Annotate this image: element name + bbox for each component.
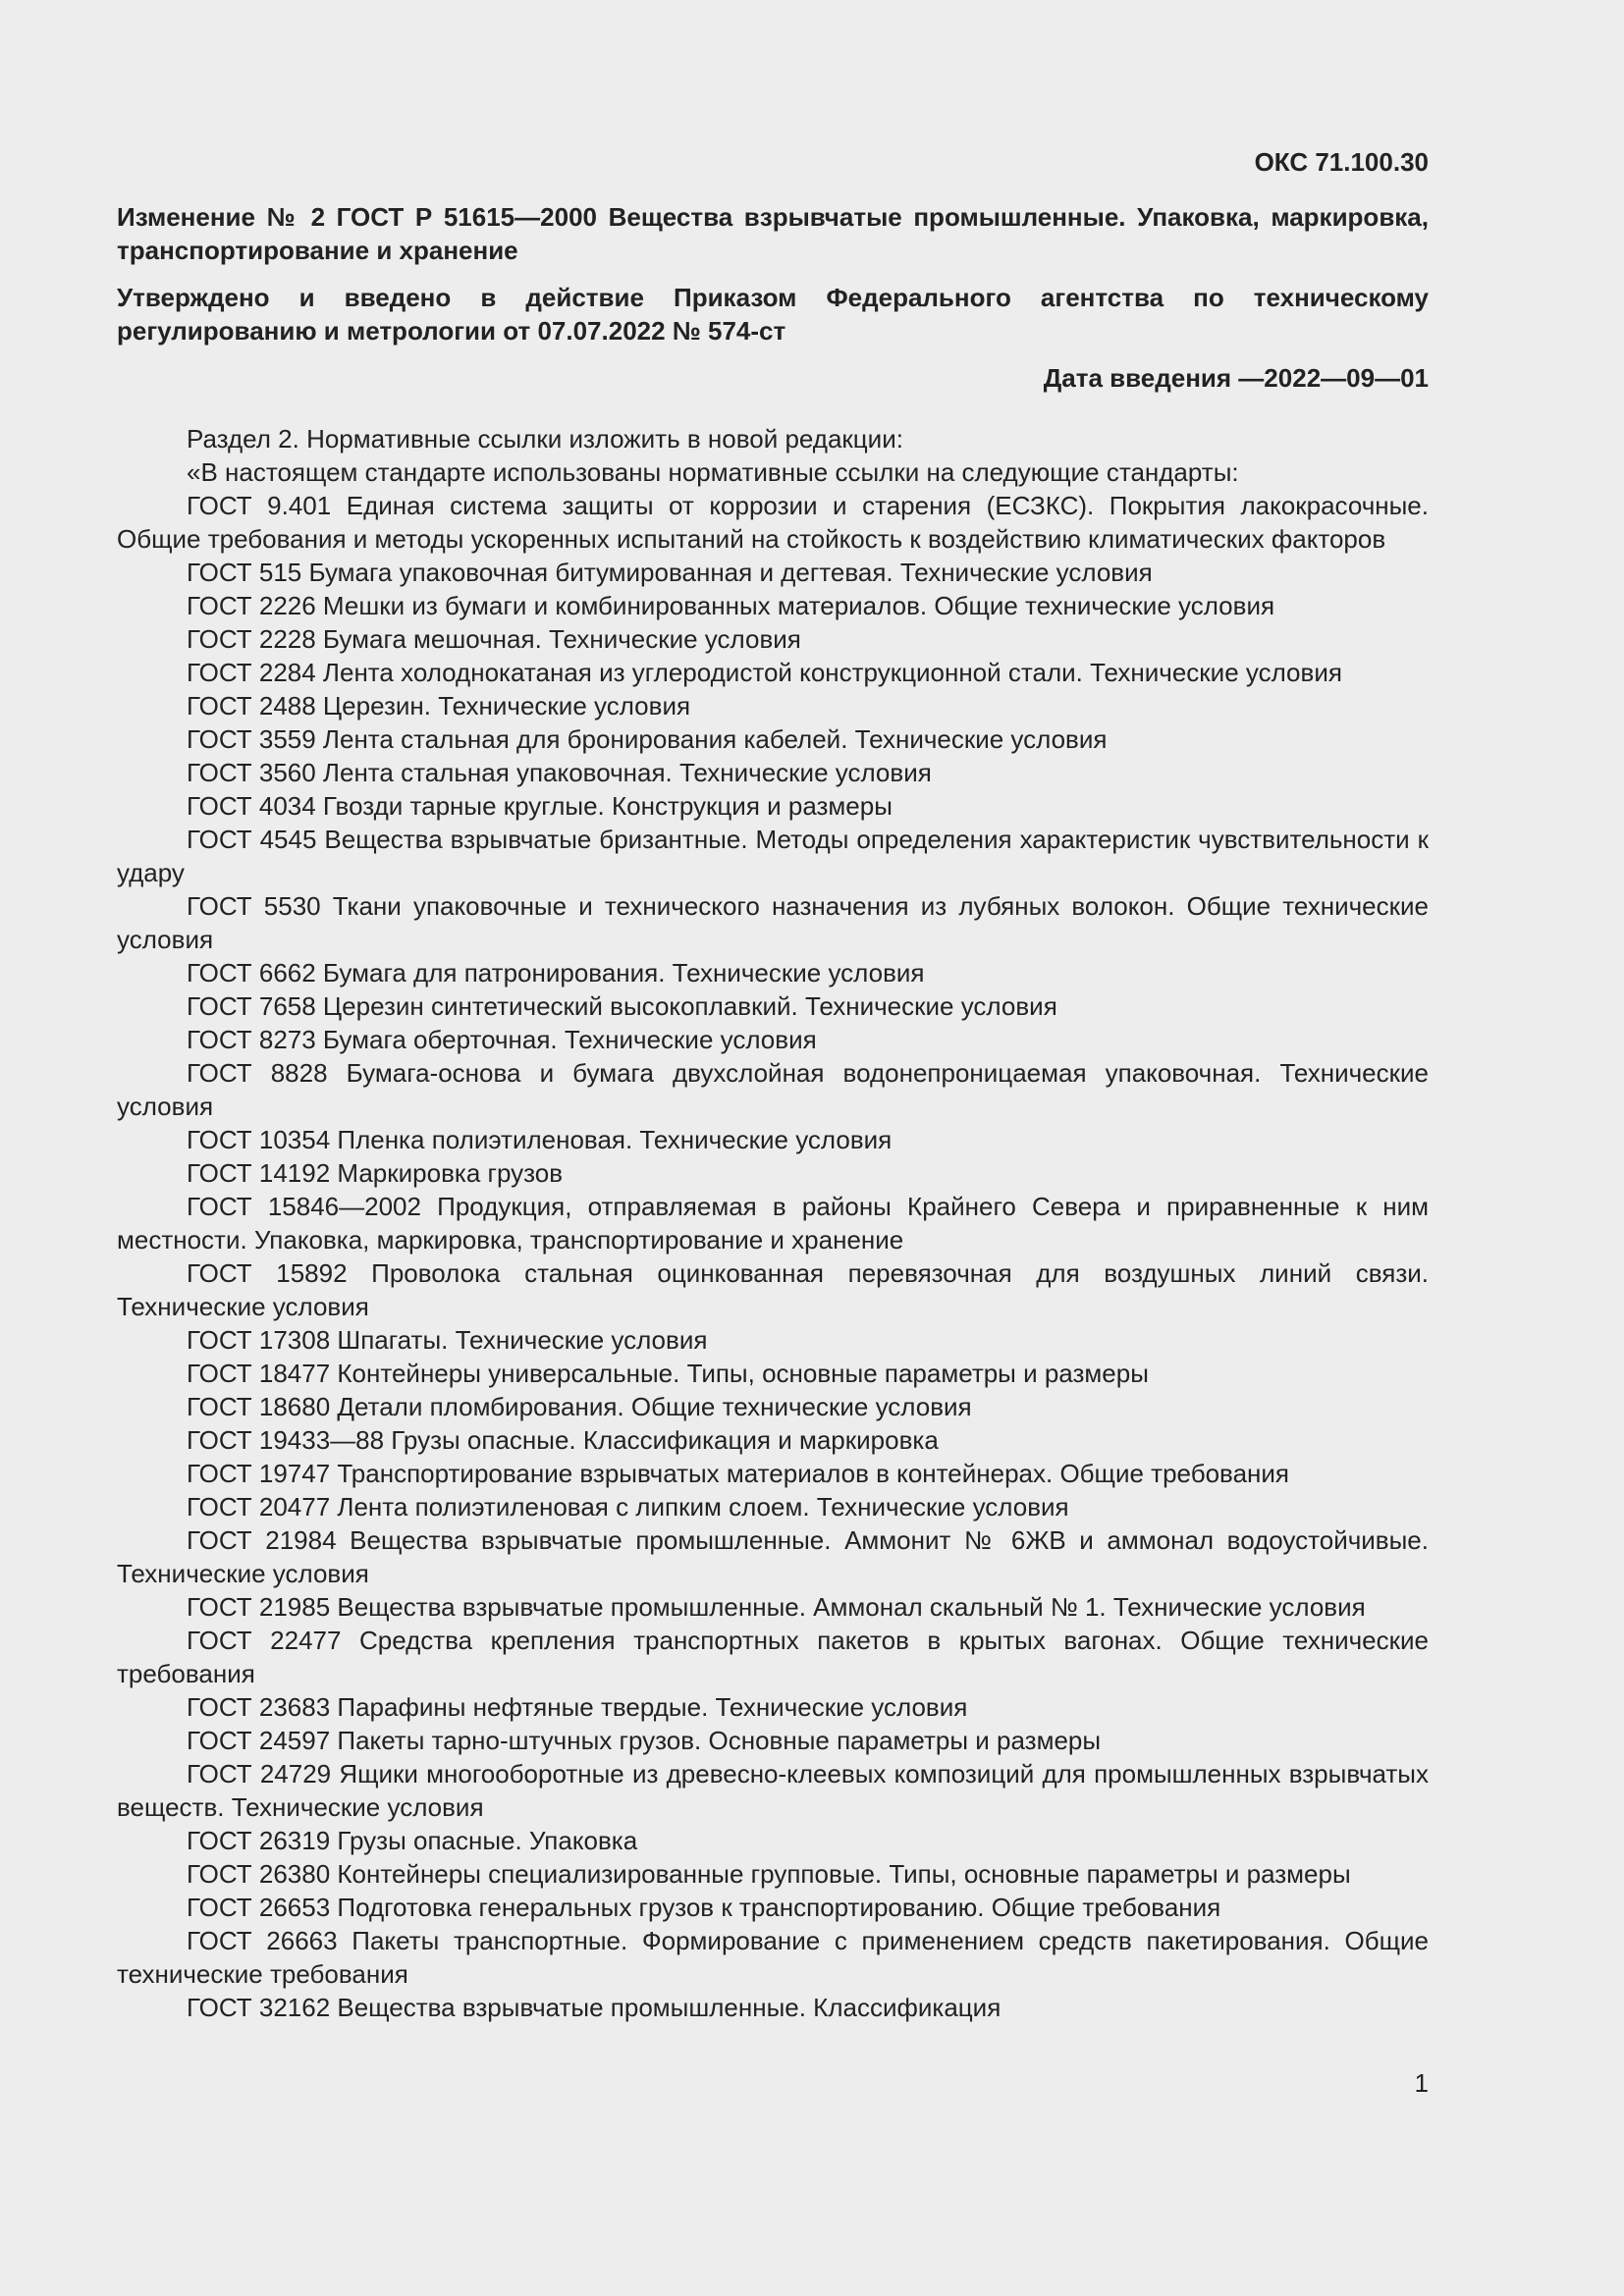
reference-item: ГОСТ 2488 Церезин. Технические условия: [187, 691, 691, 721]
paragraph: Раздел 2. Нормативные ссылки изложить в новой редакции:: [187, 424, 903, 454]
amendment-title: Изменение № 2 ГОСТ Р 51615—2000 Вещества взрывчатые промышленные. Упаковка, маркировка, транспортирование и хранение: [117, 202, 1429, 265]
reference-item: ГОСТ 22477 Средства крепления транспортных пакетов в крытых вагонах. Общие технические требования: [117, 1626, 1429, 1688]
effective-date: Дата введения —2022—09—01: [1043, 363, 1429, 393]
reference-item: ГОСТ 8273 Бумага оберточная. Технические условия: [187, 1025, 817, 1054]
reference-item: ГОСТ 5530 Ткани упаковочные и технического назначения из лубяных волокон. Общие технические условия: [117, 891, 1429, 954]
reference-item: ГОСТ 23683 Парафины нефтяные твердые. Технические условия: [187, 1692, 968, 1722]
paragraph: «В настоящем стандарте использованы нормативные ссылки на следующие стандарты:: [187, 457, 1239, 487]
reference-item: ГОСТ 20477 Лента полиэтиленовая с липким слоем. Технические условия: [187, 1492, 1069, 1522]
reference-item: ГОСТ 18680 Детали пломбирования. Общие технические условия: [187, 1392, 972, 1421]
reference-item: ГОСТ 19747 Транспортирование взрывчатых материалов в контейнерах. Общие требования: [187, 1459, 1289, 1488]
reference-item: ГОСТ 2226 Мешки из бумаги и комбинированных материалов. Общие технические условия: [187, 591, 1275, 620]
reference-item: ГОСТ 8828 Бумага-основа и бумага двухслойная водонепроницаемая упаковочная. Технические условия: [117, 1058, 1429, 1121]
reference-item: ГОСТ 24597 Пакеты тарно-штучных грузов. Основные параметры и размеры: [187, 1726, 1102, 1755]
reference-item: ГОСТ 9.401 Единая система защиты от коррозии и старения (ЕСЗКС). Покрытия лакокрасочные. Общие требования и методы ускоренных испытаний на стойкость к воздействию климатических факторов: [117, 491, 1429, 554]
reference-item: ГОСТ 2284 Лента холоднокатаная из углеродистой конструкционной стали. Технические условия: [187, 658, 1342, 687]
reference-item: ГОСТ 515 Бумага упаковочная битумированная и дегтевая. Технические условия: [187, 558, 1153, 587]
reference-item: ГОСТ 21985 Вещества взрывчатые промышленные. Аммонал скальный № 1. Технические условия: [187, 1592, 1366, 1622]
reference-item: ГОСТ 26653 Подготовка генеральных грузов к транспортированию. Общие требования: [187, 1893, 1221, 1922]
reference-item: ГОСТ 19433—88 Грузы опасные. Классификация и маркировка: [187, 1425, 939, 1455]
reference-item: ГОСТ 6662 Бумага для патронирования. Технические условия: [187, 958, 925, 988]
document-page: [117, 145, 1429, 2024]
reference-item: ГОСТ 26380 Контейнеры специализированные групповые. Типы, основные параметры и размеры: [187, 1859, 1351, 1889]
reference-item: ГОСТ 3559 Лента стальная для бронирования кабелей. Технические условия: [187, 724, 1108, 754]
reference-item: ГОСТ 26319 Грузы опасные. Упаковка: [187, 1826, 638, 1855]
reference-item: ГОСТ 4545 Вещества взрывчатые бризантные. Методы определения характеристик чувствительности к удару: [117, 825, 1429, 887]
reference-item: ГОСТ 26663 Пакеты транспортные. Формирование с применением средств пакетирования. Общие технические требования: [117, 1926, 1429, 1989]
reference-item: ГОСТ 18477 Контейнеры универсальные. Типы, основные параметры и размеры: [187, 1359, 1149, 1388]
approval-statement: Утверждено и введено в действие Приказом Федерального агентства по техническому регулированию и метрологии от 07.07.2022 № 574-ст: [117, 283, 1429, 346]
reference-item: ГОСТ 14192 Маркировка грузов: [187, 1158, 564, 1188]
oks-code: ОКС 71.100.30: [1254, 147, 1429, 177]
reference-item: ГОСТ 15846—2002 Продукция, отправляемая в районы Крайнего Севера и приравненные к ним местности. Упаковка, маркировка, транспортирование и хранение: [117, 1192, 1429, 1255]
reference-item: ГОСТ 7658 Церезин синтетический высокоплавкий. Технические условия: [187, 991, 1057, 1021]
reference-item: ГОСТ 21984 Вещества взрывчатые промышленные. Аммонит № 6ЖВ и аммонал водоустойчивые. Технические условия: [117, 1525, 1429, 1588]
reference-item: ГОСТ 17308 Шпагаты. Технические условия: [187, 1325, 708, 1355]
reference-item: ГОСТ 15892 Проволока стальная оцинкованная перевязочная для воздушных линий связи. Технические условия: [117, 1258, 1429, 1321]
reference-item: ГОСТ 4034 Гвозди тарные круглые. Конструкция и размеры: [187, 791, 893, 821]
reference-item: ГОСТ 3560 Лента стальная упаковочная. Технические условия: [187, 758, 932, 787]
reference-item: ГОСТ 32162 Вещества взрывчатые промышленные. Классификация: [187, 1993, 1001, 2022]
document-body: [117, 422, 1429, 2024]
reference-item: ГОСТ 10354 Пленка полиэтиленовая. Технические условия: [187, 1125, 893, 1154]
reference-item: ГОСТ 2228 Бумага мешочная. Технические условия: [187, 624, 801, 654]
reference-item: ГОСТ 24729 Ящики многооборотные из древесно-клеевых композиций для промышленных взрывчатых веществ. Технические условия: [117, 1759, 1429, 1822]
page-number: 1: [1414, 2068, 1429, 2098]
